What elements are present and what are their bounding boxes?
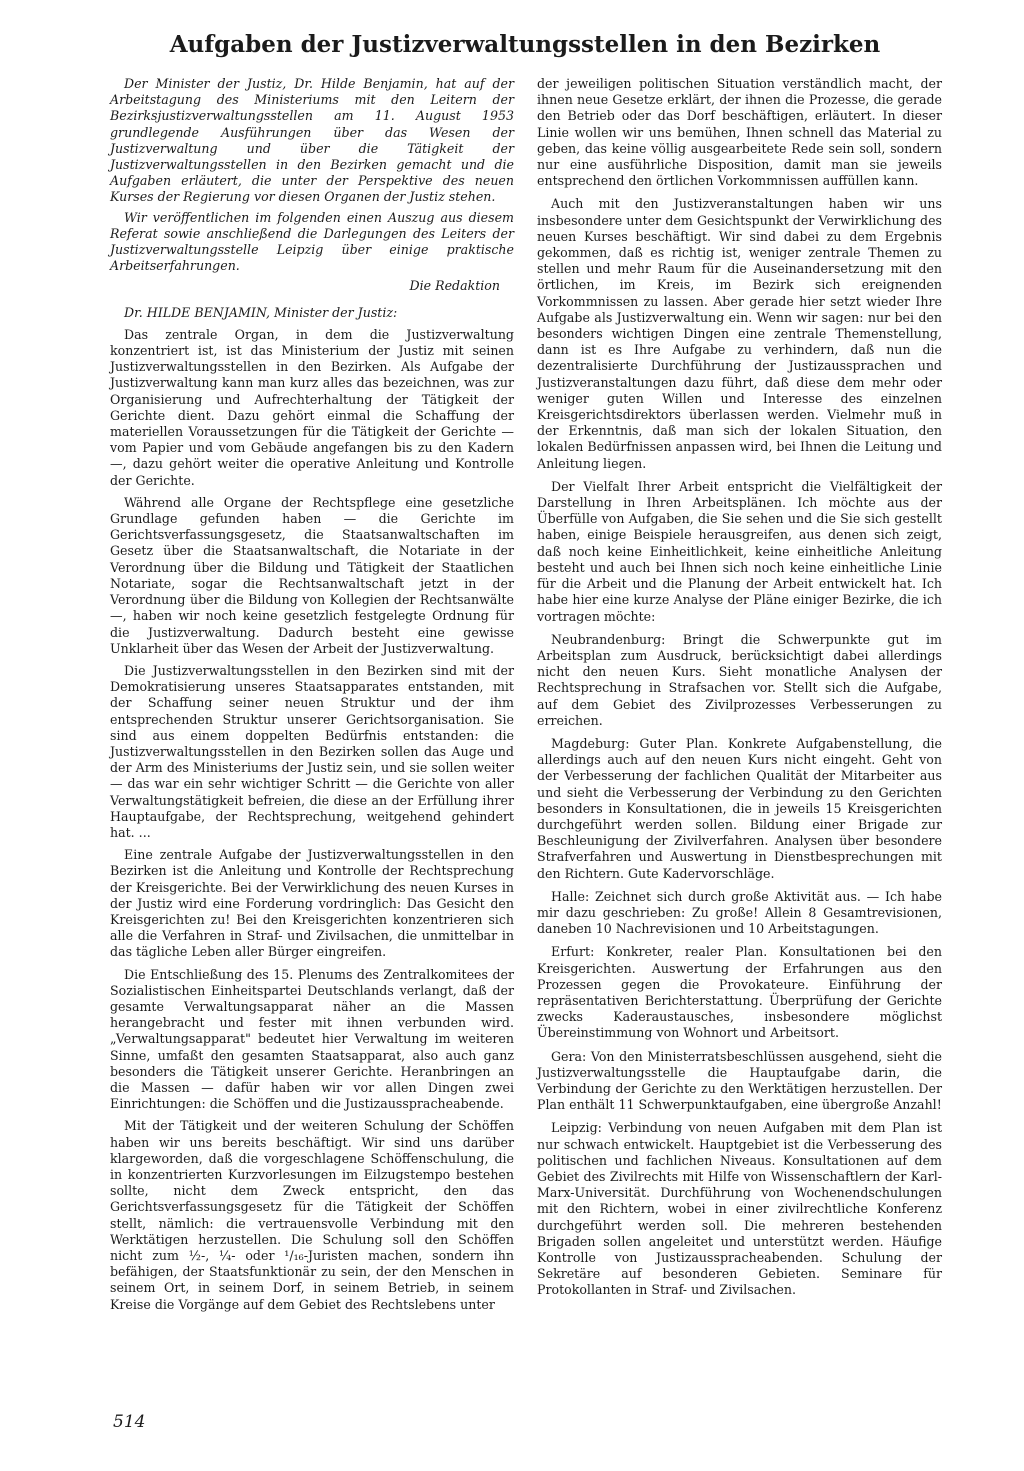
intro-paragraph: Wir veröffentlichen im folgenden einen Auszug aus diesem Referat sowie anschließend die Darlegungen des Leiters der Justizverwaltungsstelle Leipzig über einige praktische Arbeitserfahrungen. <box>110 209 514 274</box>
body-paragraph: Während alle Organe der Rechtspflege eine gesetzliche Grundlage gefunden haben — die Gerichte im Gerichtsverfassungsgesetz, die Staatsanwaltschaften im Gesetz über die Staatsanwaltschaft, die Notariate in der Verordnung über die Bildung und Tätigkeit der Staatlichen Notariate, sogar die Rechtsanwaltschaft jetzt in der Verordnung über die Bildung von Kollegien der Rechtsanwälte —, haben wir noch keine gesetzlich festgelegte Ordnung für die Justizverwaltung. Dadurch besteht eine gewisse Unklarheit über das Wesen der Arbeit der Justizverwaltung. <box>110 494 514 656</box>
bezirk-entry-magdeburg: Magdeburg: Guter Plan. Konkrete Aufgabenstellung, die allerdings auch auf den neuen Kurs nicht eingeht. Geht von der Verbesserung der fachlichen Qualität der Mitarbeiter aus und sieht die Verbesserung der Verbindung zu den Gerichten besonders in Konsultationen, die in jeweils 15 Kreisgerichten durchgeführt werden sollen. Bildung einer Brigade zur Beschleunigung der Zivilverfahren. Analysen über besondere Strafverfahren und Auswertung in Dienstbesprechungen mit den Richtern. Gute Kadervorschläge. <box>537 735 942 881</box>
body-paragraph: Auch mit den Justizveranstaltungen haben wir uns insbesondere unter dem Gesichtspunkt der Verwirklichung des neuen Kurses beschäftigt. Wir sind dabei zu dem Ergebnis gekommen, daß es richtig ist, weniger zentrale Themen zu stellen und mehr Raum für die Auseinandersetzung mit den örtlichen, im Kreis, im Bezirk sich ereignenden Vorkommnissen zu lassen. Aber gerade hier setzt wieder Ihre Aufgabe als Justizverwaltung ein. Wenn wir sagen: nur bei den besonders wichtigen Dingen eine zentrale Themenstellung, dann ist es Ihre Aufgabe zu verhindern, daß nun die dezentralisierte Durchführung der Justizaussprachen und Justizveranstaltungen dazu führt, daß diese dem mehr oder weniger guten Willen und Interesse des einzelnen Kreisgerichtsdirektors überlassen werden. Vielmehr muß in der Erkenntnis, daß man sich der lokalen Situation, den lokalen Bedürfnissen anpassen wird, bei Ihnen die Leitung und Anleitung liegen. <box>537 196 942 471</box>
body-paragraph-continued: der jeweiligen politischen Situation verständlich macht, der ihnen neue Gesetze erklärt, der ihnen die Prozesse, die gerade den Betrieb oder das Dorf beschäftigen, erläutert. In dieser Linie wollen wir uns bemühen, Ihnen schnell das Material zu geben, das keine völlig ausgearbeitete Rede sein soll, sondern nur eine ausführliche Disposition, damit man sie jeweils entsprechend den örtlichen Vorkommnissen auffüllen kann. <box>537 76 942 189</box>
speaker-heading: Dr. HILDE BENJAMIN, Minister der Justiz: <box>124 304 398 320</box>
bezirk-entry-neubrandenburg: Neubrandenburg: Bringt die Schwerpunkte gut im Arbeitsplan zum Ausdruck, berücksichtigt dabei allerdings nicht den neuen Kurs. Sieht monatliche Analysen der Rechtsprechung in Strafsachen vor. Stellt sich die Aufgabe, auf dem Gebiet des Zivilprozesses Verbesserungen zu erreichen. <box>537 631 942 728</box>
body-paragraph: Mit der Tätigkeit und der weiteren Schulung der Schöffen haben wir uns bereits beschäftigt. Wir sind uns darüber klargeworden, daß die vorgeschlagene Schöffenschulung, die in konzentrierten Kurzvorlesungen im Eilzugstempo bestehen sollte, nicht dem Zweck entspricht, den das Gerichtsverfassungsgesetz für die Tätigkeit der Schöffen stellt, nämlich: die vertrauensvolle Verbindung mit den Werktätigen herzustellen. Die Schulung soll den Schöffen nicht zum ½-, ¼- oder ¹/₁₆-Juristen machen, sondern ihn befähigen, der Staatsfunktionär zu sein, der den Menschen in seinem Ort, in seinem Dorf, in seinem Betrieb, in seinem Kreise die Vorgänge auf dem Gebiet des Rechtslebens unter <box>110 1118 514 1312</box>
bezirk-entry-halle: Halle: Zeichnet sich durch große Aktivität aus. — Ich habe mir dazu geschrieben: Zu große! Allein 8 Gesamtrevisionen, daneben 10 Nachrevisionen und 10 Arbeitstagungen. <box>537 888 942 937</box>
right-column <box>537 76 942 1306</box>
left-column <box>110 76 514 1319</box>
body-paragraph: Das zentrale Organ, in dem die Justizverwaltung konzentriert ist, ist das Ministerium der Justiz mit seinen Justizverwaltungsstellen in den Bezirken. Als Aufgabe der Justizverwaltung kann man kurz alles das bezeichnen, was zur Organisierung und Aufrechterhaltung der Tätigkeit der Gerichte dient. Dazu gehört einmal die Schaffung der materiellen Voraussetzungen für die Tätigkeit der Gerichte — vom Papier und vom Gebäude angefangen bis zu den Kadern —, dazu gehört weiter die operative Anleitung und Kontrolle der Gerichte. <box>110 326 514 488</box>
body-paragraph: Der Vielfalt Ihrer Arbeit entspricht die Vielfältigkeit der Darstellung in Ihren Arbeitsplänen. Ich möchte aus der Überfülle von Aufgaben, die Sie sehen und die Sie sich gestellt haben, einige Beispiele herausgreifen, aus denen sich zeigt, daß noch keine Einheitlichkeit, keine einheitliche Anleitung besteht und auch bei Ihnen sich noch keine einheitliche Linie für die Arbeit und die Planung der Arbeit entwickelt hat. Ich habe hier eine kurze Analyse der Pläne einiger Bezirke, die ich vortragen möchte: <box>537 478 942 624</box>
page-number: 514 <box>113 1412 146 1432</box>
bezirk-entry-erfurt: Erfurt: Konkreter, realer Plan. Konsultationen bei den Kreisgerichten. Auswertung der Erfahrungen aus den Prozessen gegen die Provokateure. Einführung der repräsentativen Berichterstattung. Überprüfung der Gerichte zwecks Kaderaustausches, insbesondere möglichst Übereinstimmung von Wohnort und Arbeitsort. <box>537 944 942 1041</box>
bezirk-entry-leipzig: Leipzig: Verbindung von neuen Aufgaben mit dem Plan ist nur schwach entwickelt. Hauptgebiet ist die Verbesserung des politischen und fachlichen Niveaus. Konsultationen auf dem Gebiet des Zivilrechts mit Hilfe von Wissenschaftlern der Karl-Marx-Universität. Durchführung von Wochenendschulungen mit den Richtern, wobei in einer zivilrechtliche Konferenz durchgeführt werden soll. Die mehreren bestehenden Brigaden sollen angeleitet und unterstützt werden. Häufige Kontrolle von Justizausspracheabenden. Schulung der Sekretäre auf besonderen Gebieten. Seminare für Protokollanten in Straf- und Zivilsachen. <box>537 1120 942 1298</box>
body-paragraph: Eine zentrale Aufgabe der Justizverwaltungsstellen in den Bezirken ist die Anleitung und Kontrolle der Rechtsprechung der Kreisgerichte. Bei der Verwirklichung des neuen Kurses in der Justiz wird eine Forderung vordringlich: Das Gesicht den Kreisgerichten zu! Bei den Kreisgerichten konzentrieren sich alle die Verfahren in Straf- und Zivilsachen, die unmittelbar in das tägliche Leben aller Bürger eingreifen. <box>110 847 514 960</box>
editorial-signature: Die Redaktion <box>409 278 500 294</box>
article-title: Aufgaben der Justizverwaltungsstellen in den Bezirken <box>169 31 881 58</box>
bezirk-entry-gera: Gera: Von den Ministerratsbeschlüssen ausgehend, sieht die Justizverwaltungsstelle die Hauptaufgabe darin, die Verbindung der Gerichte zu den Werktätigen herzustellen. Der Plan enthält 11 Schwerpunktaufgaben, eine übergroße Anzahl! <box>537 1048 942 1113</box>
intro-paragraph: Der Minister der Justiz, Dr. Hilde Benjamin, hat auf der Arbeitstagung des Ministeriums mit den Leitern der Bezirksjustizverwaltungsstellen am 11. August 1953 grundlegende Ausführungen über das Wesen der Justizverwaltung und über die Tätigkeit der Justizverwaltungsstellen in den Bezirken gemacht und die Aufgaben erläutert, die unter der Perspektive des neuen Kurses der Regierung vor diesen Organen der Justiz stehen. <box>110 76 514 205</box>
body-paragraph: Die Entschließung des 15. Plenums des Zentralkomitees der Sozialistischen Einheitspartei Deutschlands verlangt, daß der gesamte Verwaltungsapparat näher an die Massen herangebracht und fester mit ihnen verbunden wird. „Verwaltungsapparat" bedeutet hier Verwaltung im weiteren Sinne, umfaßt den gesamten Staatsapparat, also auch ganz besonders die Tätigkeit unserer Gerichte. Heranbringen an die Massen — dafür haben wir vor allen Dingen zwei Einrichtungen: die Schöffen und die Justizausspracheabende. <box>110 966 514 1112</box>
body-paragraph: Die Justizverwaltungsstellen in den Bezirken sind mit der Demokratisierung unseres Staatsapparates entstanden, mit der Schaffung seiner neuen Struktur und der ihm entsprechenden Struktur unserer Gerichtsorganisation. Sie sind aus einem doppelten Bedürfnis entstanden: die Justizverwaltungsstellen in den Bezirken sollen das Auge und der Arm des Ministeriums der Justiz sein, und sie sollen weiter — das war ein sehr wichtiger Schritt — die Gerichte von aller Verwaltungstätigkeit befreien, die diese an der Erfüllung ihrer Hauptaufgabe, der Rechtsprechung, weitgehend gehindert hat. ... <box>110 662 514 840</box>
editorial-intro <box>110 76 514 295</box>
